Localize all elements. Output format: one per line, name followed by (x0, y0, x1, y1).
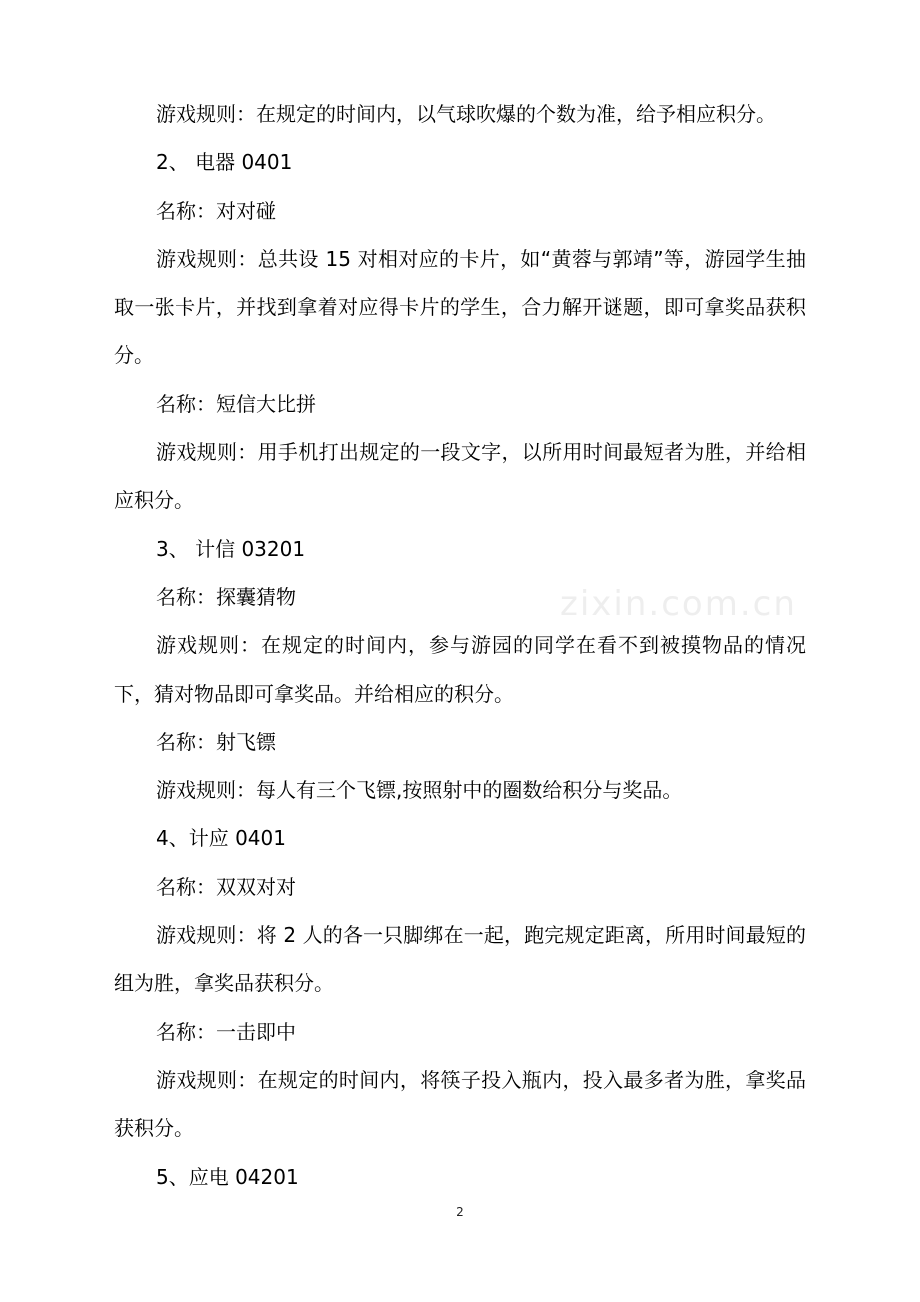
game-name: 名称：探囊猜物 (156, 584, 296, 609)
section-heading: 5、应电 04201 (156, 1164, 299, 1189)
paragraph: 游戏规则：每人有三个飞镖,按照射中的圈数给积分与奖品。 (156, 778, 683, 803)
paragraph: 游戏规则：用手机打出规定的一段文字，以所用时间最短者为胜，并给相应积分。 (114, 440, 806, 513)
document-body (114, 90, 806, 1201)
game-name: 名称：双双对对 (156, 874, 296, 899)
page-number: 2 (456, 1205, 464, 1219)
paragraph: 游戏规则：在规定的时间内，以气球吹爆的个数为准，给予相应积分。 (156, 102, 776, 126)
paragraph: 游戏规则：在规定的时间内，将筷子投入瓶内，投入最多者为胜，拿奖品获积分。 (114, 1067, 806, 1141)
paragraph: 游戏规则：在规定的时间内，参与游园的同学在看不到被摸物品的情况下，猜对物品即可拿奖品。并给相应的积分。 (114, 633, 806, 706)
game-name: 名称：对对碰 (156, 198, 276, 223)
game-name: 名称：射飞镖 (156, 729, 276, 754)
section-heading: 4、计应 0401 (156, 826, 286, 851)
section-heading: 2、 电器 0401 (156, 150, 293, 175)
paragraph: 游戏规则：总共设 15 对相对应的卡片，如“黄蓉与郭靖”等，游园学生抽取一张卡片，并找到拿着对应得卡片的学生，合力解开谜题，即可拿奖品获积分。 (114, 246, 806, 368)
section-heading: 3、 计信 03201 (156, 536, 306, 561)
paragraph: 游戏规则：将 2 人的各一只脚绑在一起，跑完规定距离，所用时间最短的组为胜，拿奖品获积分。 (114, 923, 806, 996)
watermark-text: zixin.com.cn (560, 584, 797, 624)
game-name: 名称：短信大比拼 (156, 391, 316, 416)
game-name: 名称：一击即中 (156, 1019, 296, 1044)
